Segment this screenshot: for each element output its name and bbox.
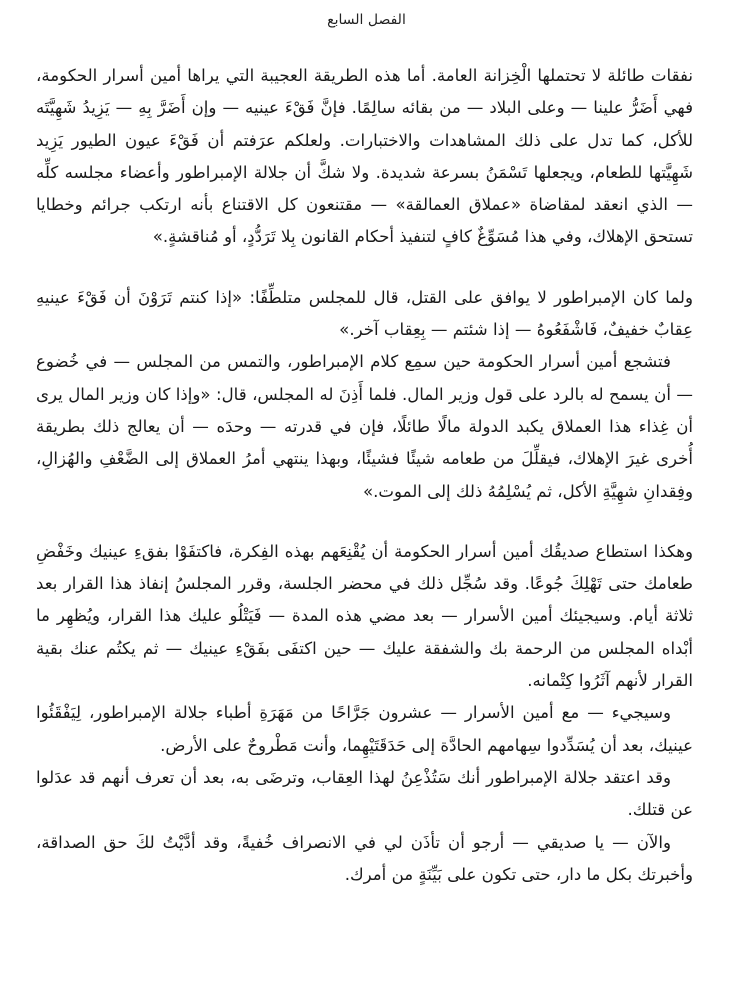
chapter-running-title: الفصل السابع [327,12,406,28]
paragraph-6: وقد اعتقد جلالة الإمبراطور أنك سَتُذْعِنُ لهذا العِقاب، وترضَى به، بعد أن تعرف أنهم قد عدَلوا عن قتلك. [36,767,693,820]
paragraph-3: فتشجع أمين أسرار الحكومة حين سمِع كلام الإمبراطور، والتمس من المجلس — في خُضوع — أن يسمح له بالرد على قول وزير المال. فلما أَذِنَ له المجلس، قال: «وإذا كان وزير المال يرى أن غِذاء هذا العملاق يكبد الدولة مالًا طائلًا، فإن في قدرته — وحدَه — أن يعالج ذلك بطريقة أُخرى غيرَ الإهلاك، فيقلِّلَ من طعامه شيئًا فشيئًا، وبهذا ينتهي أمرُ العملاق إلى الضَّعْفِ والهُزالِ، وفِقدانِ شهِيَّةِ الأكل، ثم يُسْلِمُهُ ذلك إلى الموت.» [36,352,693,501]
paragraph-1: نفقات طائلة لا تحتملها الْخِزانة العامة. أما هذه الطريقة العجيبة التي يراها أمين أسرار الحكومة، فهي أَضَرُّ علينا — وعلى البلاد — من بقائه سالِمًا. فإنَّ فَقْءَ عينيه — وإن أَضَرَّ بِهِ — يَزِيدُ شَهِيَّتَه للأكل، كما تدل على ذلك المشاهدات والاختبارات. ولعلكم عرَفتم أن فَقْءَ عيون الطيور يَزِيد شَهِيَّتها للطعام، ويجعلها تَسْمَنُ بسرعة شديدة. ولا شكَّ أن جلالة الإمبراطور وأعضاء مجلسه كلِّه — الذي انعقد لمقاضاة «عملاق العمالقة» — مقتنعون كل الاقتناع بأنه ارتكب جرائم وخطايا تستحق الإهلاك، وفي هذا مُسَوِّغٌ كافٍ لتنفيذ أحكام القانون بِلا تَرَدُّدٍ، أو مُناقشةٍ.» [36,66,693,247]
body-text [36,60,693,891]
paragraph-4: وهكذا استطاع صديقُك أمين أسرار الحكومة أن يُقْنِعَهم بهذه الفِكرة، فاكتفَوْا بفقءِ عينيك وخَفْضِ طعامك حتى تَهْلِكَ جُوعًا. وقد سُجِّل ذلك في محضر الجلسة، وقرر المجلسُ إنفاذ هذا القرار بعد ثلاثة أيام. وسيجيئك أمين الأسرار — بعد مضي هذه المدة — فَيَتْلُو عليك هذا القرار، ويُظهِر ما أبْداه المجلس من الرحمة بك والشفقة عليك — حين اكتفَى بفَقْءِ عينيك — ثم يكتُم عنك بقية القرار لأنهم آثَرُوا كِتْمانه. [36,541,693,691]
paragraph-2: ولما كان الإمبراطور لا يوافق على القتل، قال للمجلس متلطِّفًا: «إذا كنتم تَرَوْنَ أن فَقْءَ عينيهِ عِقابٌ خفيفٌ، فَاشْفَعُوهُ — إذا شئتم — بِعِقاب آخر.» [36,287,693,340]
paragraph-7: والآن — يا صديقي — أرجو أن تأذَن لي في الانصراف خُفيةً، وقد أدَّيْتُ لكَ حق الصداقة، وأخبرتك بكل ما دار، حتى تكون على بَيِّنَةٍ من أمرك. [36,832,693,884]
paragraph-5: وسيجيء — مع أمين الأسرار — عشرون جَرَّاحًا من مَهَرَةِ أطباء جلالة الإمبراطور، لِيَفْقَئُوا عينيك، بعد أن يُسَدِّدوا سِهامهم الحادَّة إلى حَدَقَتَيْهِما، وأنت مَطْروحٌ على الأرض. [36,703,693,755]
